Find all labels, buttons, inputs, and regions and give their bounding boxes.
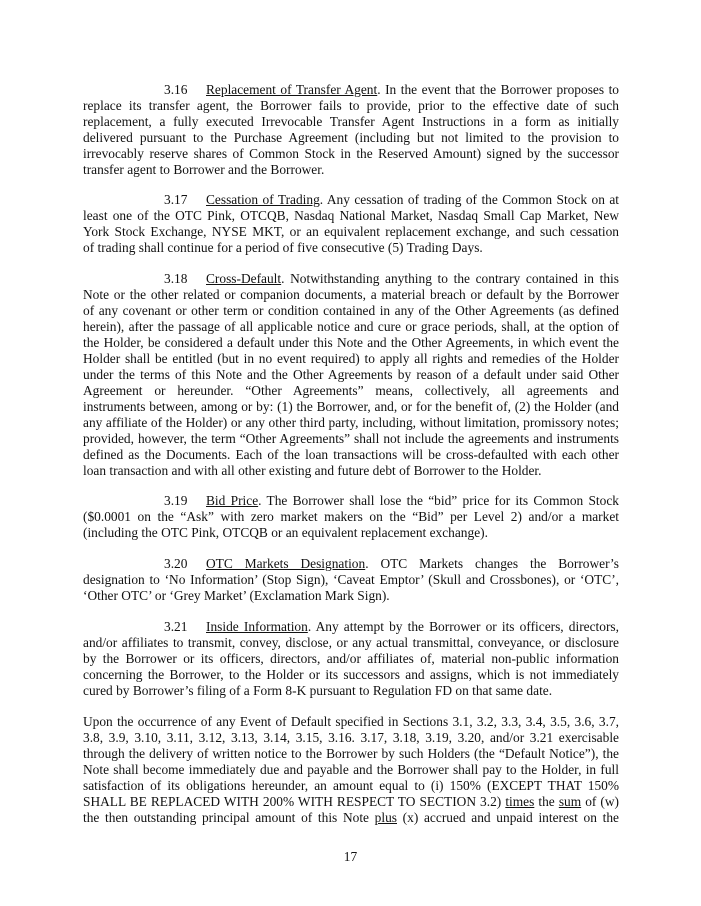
section-heading: Inside Information bbox=[206, 619, 308, 634]
document-page: 3.16 Replacement of Transfer Agent. In the event that the Borrower proposes to replace its transfer agent, the Borrower fails to provide, prior to the effective date of such replacement, a fully executed Irrevocable Transfer Agent Instructions in a form as initially delivered pursuant to the Purchase Agreement (including but not limited to the provision to irrevocably reserve shares of Common Stock in the Reserved Amount) signed by the successor transfer agent to Borrower and the Borrower. 3.17 Cessation of Trading. Any cessation of trading of the Common Stock on at least one of the OTC Pink, OTCQB, Nasdaq National Market, Nasdaq Small Cap Market, New York Stock Exchange, NYSE MKT, or an equivalent replacement exchange, and such cessation of trading shall continue for a period of five consecutive (5) Trading Days. 3.18 Cross-Default. Notwithstanding anything to the contrary contained in this Note or the other related or companion documents, a material breach or default by the Borrower of any covenant or other term or condition contained in any of the Other Agreements (as defined herein), after the passage of all applicable notice and cure or grace periods, shall, at the option of the Holder, be considered a default under this Note and the Other Agreements, in which event the Holder shall be entitled (but in no event required) to apply all rights and remedies of the Holder under the terms of this Note and the Other Agreements by reason of a default under said Other Agreement or hereunder. “Other Agreements” means, collectively, all agreements and instruments between, among or by: (1) the Borrower, and, or for the benefit of, (2) the Holder (and any affiliate of the Holder) or any other third party, including, without limitation, promissory notes; provided, however, the term “Other Agreements” shall not include the agreements and instruments defined as the Documents. Each of the loan transactions will be cross-defaulted with each other loan transaction and with all other existing and future debt of Borrower to the Holder. 3.19 Bid Price. The Borrower shall lose the “bid” price for its Common Stock ($0.0001 on the “Ask” with zero market makers on the “Bid” per Level 2) and/or a market (including the OTC Pink, OTCQB or an equivalent replacement exchange). 3.20 OTC Markets Designation. OTC Markets changes the Borrower’s designation to ‘No Information’ (Stop Sign), ‘Caveat Emptor’ (Skull and Crossbones), or ‘OTC’, ‘Other OTC’ or ‘Grey Market’ (Exclamation Mark Sign). 3.21 Inside Information. Any attempt by the Borrower or its officers, directors, and/or affiliates to transmit, convey, disclose, or any actual transmittal, conveyance, or disclosure by the Borrower or its officers, directors, and/or affiliates of, material non-public information concerning the Borrower, to the Holder or its successors and assigns, which is not immediately cured by Borrower’s filing of a Form 8-K pursuant to Regulation FD on that same date. Upon the occurrence of any Event of Default specified in Sections 3.1, 3.2, 3.3, 3.4, 3.5, 3.6, 3.7, 3.8, 3.9, 3.10, 3.11, 3.12, 3.13, 3.14, 3.15, 3.16. 3.17, 3.18, 3.19, 3.20, and/or 3.21 exercisable through the delivery of written notice to the Borrower by such Holders (the “Default Notice”), the Note shall become immediately due and payable and the Borrower shall pay to the Holder, in full satisfaction of its obligations hereunder, an amount equal to (i) 150% (EXCEPT THAT 150% SHALL BE REPLACED WITH 200% WITH RESPECT TO SECTION 3.2) times the sum of (w) the then outstanding principal amount of this Note plus (x) accrued and unpaid interest on the 17 bbox=[0, 0, 701, 906]
times-term: times bbox=[505, 794, 535, 809]
section-number: 3.19 bbox=[164, 493, 188, 508]
section-heading: Cross-Default bbox=[206, 271, 282, 286]
plus-term: plus bbox=[374, 810, 397, 825]
section-heading: OTC Markets Designation bbox=[206, 556, 366, 571]
section-number: 3.20 bbox=[164, 556, 188, 571]
section-number: 3.21 bbox=[164, 619, 188, 634]
section-number: 3.16 bbox=[164, 82, 188, 97]
section-number: 3.18 bbox=[164, 271, 188, 286]
sum-term: sum bbox=[558, 794, 582, 809]
section-number: 3.17 bbox=[164, 192, 188, 207]
section-heading: Replacement of Transfer Agent bbox=[206, 82, 378, 97]
page-number: 17 bbox=[343, 849, 358, 864]
section-heading: Bid Price bbox=[206, 493, 259, 508]
section-heading: Cessation of Trading bbox=[206, 192, 320, 207]
